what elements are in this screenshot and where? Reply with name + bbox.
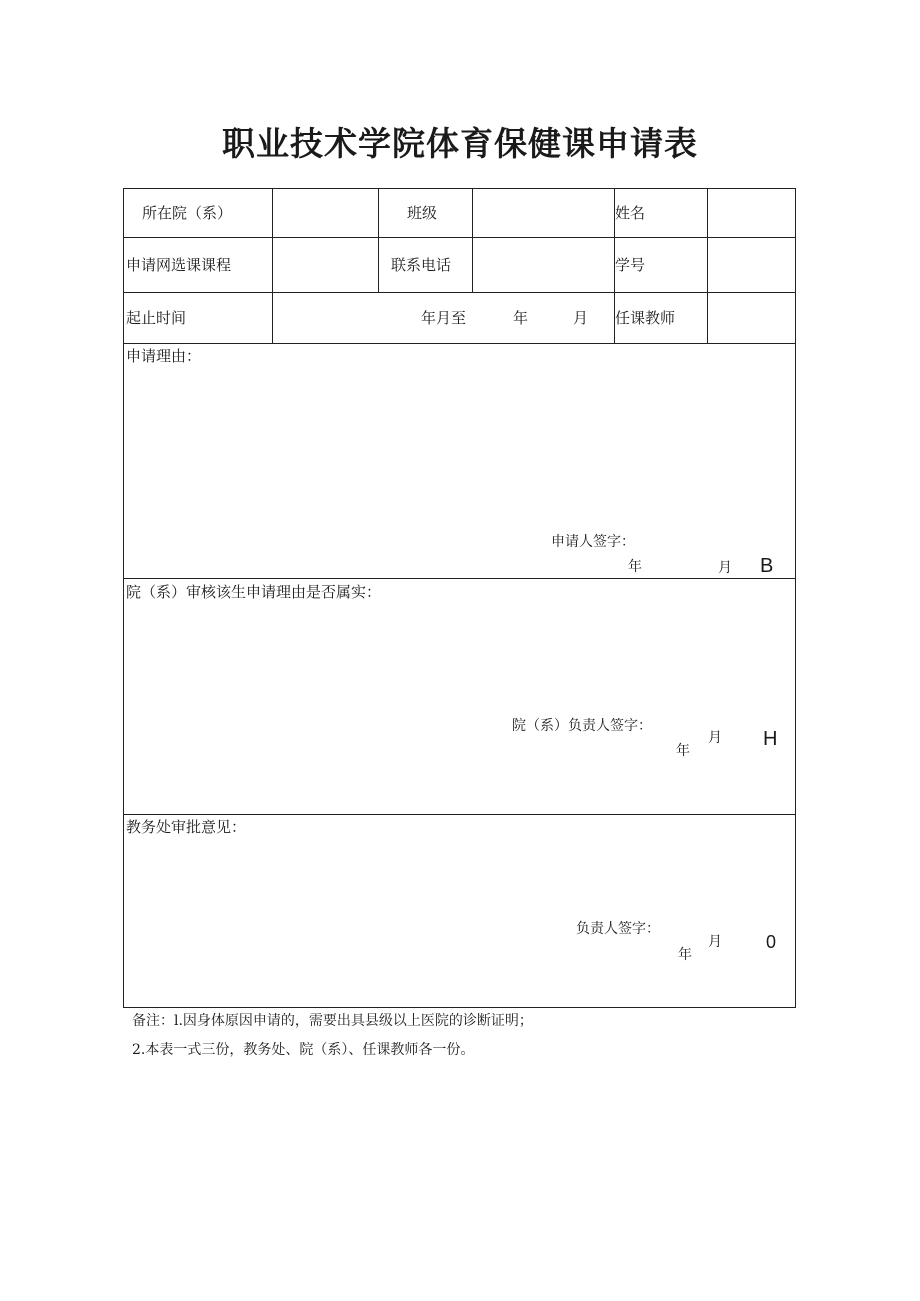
- class-field[interactable]: [473, 190, 613, 236]
- reason-year-text: 年: [628, 559, 642, 575]
- department-month-text: 月: [708, 730, 722, 746]
- period-field[interactable]: [273, 293, 613, 342]
- column-divider: [378, 189, 379, 292]
- page-title: 职业技术学院体育保健课申请表: [222, 124, 698, 163]
- phone-label: 联系电话: [391, 256, 452, 274]
- course-label: 申请网选课课程: [126, 256, 232, 274]
- period-month-text: 月: [573, 309, 589, 327]
- reason-section[interactable]: [124, 344, 795, 578]
- reason-month-text: 月: [718, 560, 732, 576]
- class-label: 班级: [407, 204, 438, 222]
- course-field[interactable]: [273, 238, 377, 291]
- note-line-2: 2.本表一式三份，教务处、院（系）、任课教师各一份。: [132, 1042, 475, 1058]
- period-label: 起止时间: [126, 309, 187, 327]
- note-line-1: 备注：l.因身体原因申请的，需要出具县级以上医院的诊断证明；: [132, 1013, 533, 1029]
- reason-label: 申请理由：: [126, 347, 202, 365]
- office-approval-section[interactable]: [124, 815, 795, 1007]
- applicant-signature-label: 申请人签字：: [551, 534, 635, 550]
- teacher-label: 任课教师: [615, 309, 676, 327]
- period-year-text: 年: [513, 309, 529, 327]
- period-from-text: 年月至: [421, 309, 467, 327]
- row-divider: [124, 237, 795, 238]
- department-label: 所在院（系）: [142, 204, 233, 222]
- office-signature-label: 负责人签字：: [576, 921, 660, 937]
- student-id-field[interactable]: [708, 238, 795, 291]
- phone-field[interactable]: [473, 238, 613, 291]
- department-review-section[interactable]: [124, 579, 795, 814]
- office-day-mark: 0: [766, 932, 777, 952]
- name-label: 姓名: [615, 204, 646, 222]
- student-id-label: 学号: [615, 256, 646, 274]
- teacher-field[interactable]: [708, 293, 795, 342]
- application-form-table: [123, 188, 796, 1008]
- department-year-text: 年: [676, 743, 690, 759]
- department-day-mark: H: [763, 728, 778, 750]
- reason-day-mark: B: [760, 555, 774, 577]
- name-field[interactable]: [708, 190, 795, 236]
- office-year-text: 年: [678, 947, 692, 963]
- office-month-text: 月: [708, 934, 722, 950]
- office-approval-label: 教务处审批意见：: [126, 818, 247, 836]
- department-review-label: 院（系）审核该生申请理由是否属实：: [126, 583, 382, 601]
- department-signature-label: 院（系）负责人签字：: [512, 718, 652, 734]
- department-field[interactable]: [273, 190, 377, 236]
